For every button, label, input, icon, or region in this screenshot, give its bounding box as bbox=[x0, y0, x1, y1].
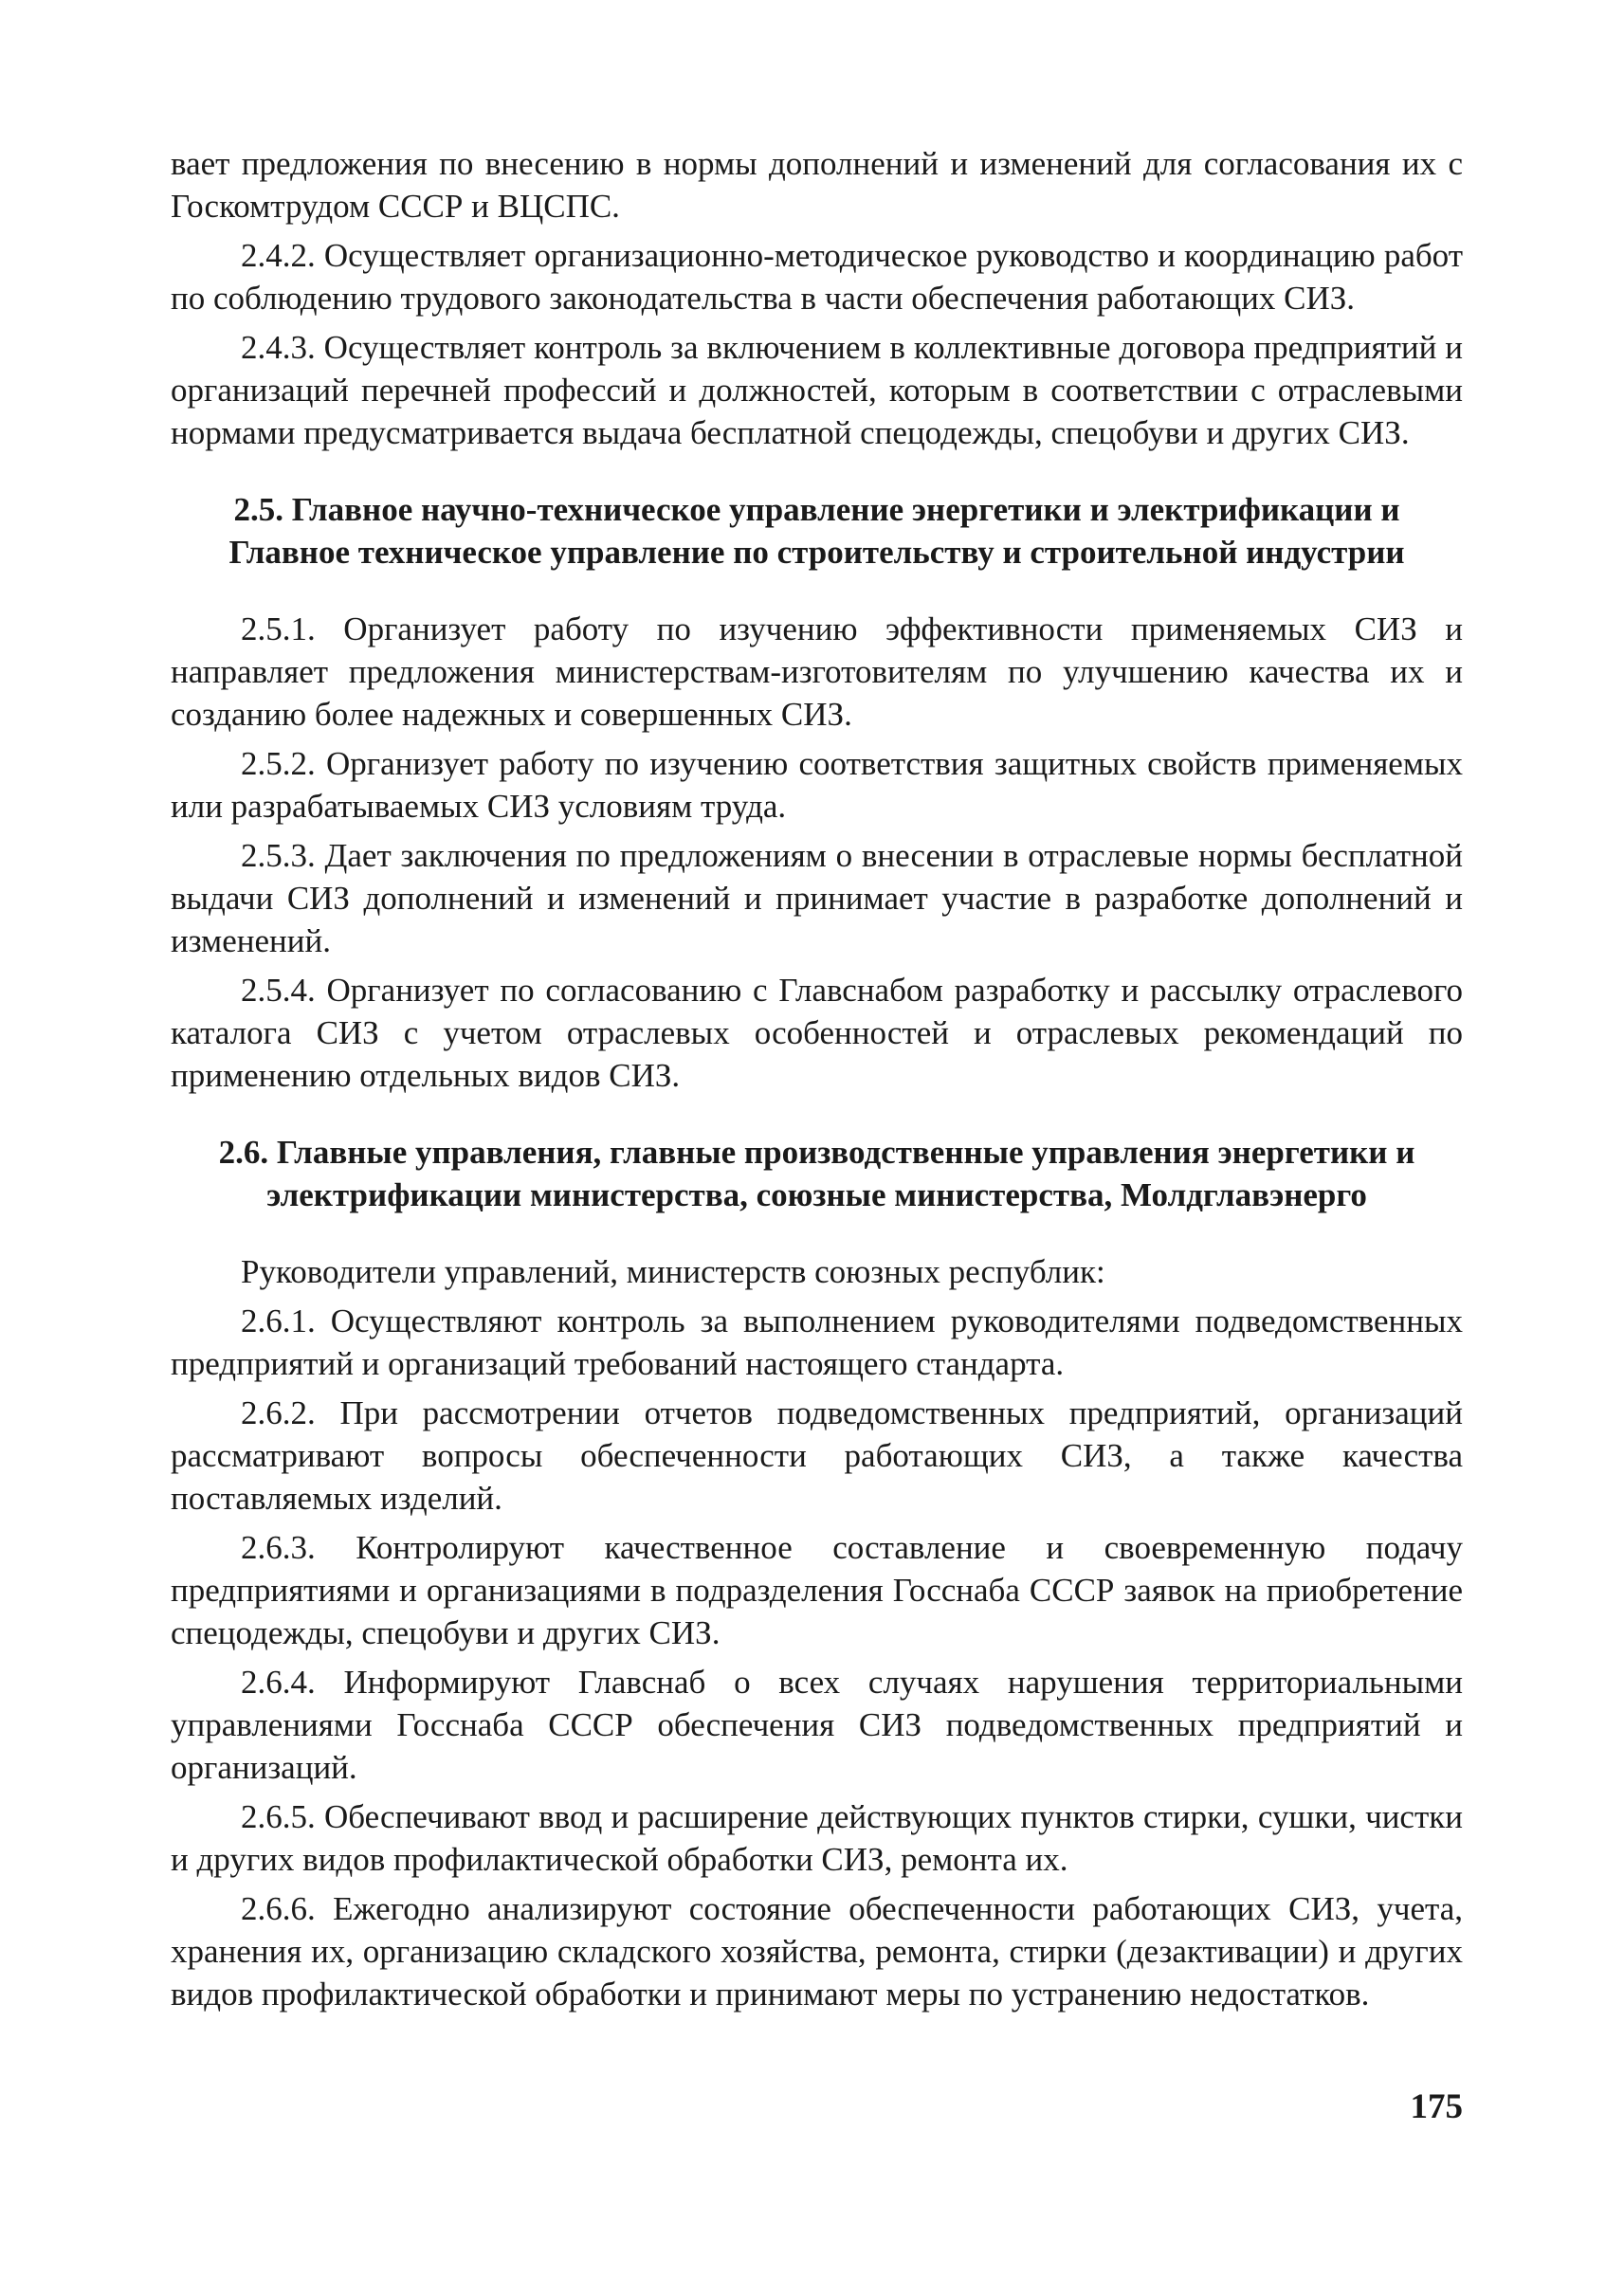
paragraph-2-6-1: 2.6.1. Осуществляют контроль за выполнением руководителями подведомственных предприятий и организаций требований настоящего стандарта. bbox=[171, 1302, 1463, 1382]
paragraph-2-6-5: 2.6.5. Обеспечивают ввод и расширение действующих пунктов стирки, сушки, чистки и других видов профилактической обработки СИЗ, ремонта их. bbox=[171, 1798, 1463, 1878]
paragraph-2-5-4: 2.5.4. Организует по согласованию с Главснабом разработку и рассылку отраслевого каталога СИЗ с учетом отраслевых особенностей и отраслевых рекомендаций по применению отдельных видов СИЗ. bbox=[171, 972, 1463, 1094]
paragraph-2-5-2: 2.5.2. Организует работу по изучению соответствия защитных свойств применяемых или разрабатываемых СИЗ условиям труда. bbox=[171, 745, 1463, 825]
section-heading-2-5: 2.5. Главное научно-техническое управление энергетики и электрификации и Главное техническое управление по строительству и строительной индустрии bbox=[228, 491, 1405, 571]
paragraph-2-5-1: 2.5.1. Организует работу по изучению эффективности применяемых СИЗ и направляет предложения министерствам-изготовителям по улучшению качества их и созданию более надежных и совершенных СИЗ. bbox=[171, 610, 1463, 733]
paragraph-2-6-3: 2.6.3. Контролируют качественное составление и своевременную подачу предприятиями и организациями в подразделения Госснаба СССР заявок на приобретение спецодежды, спецобуви и других СИЗ. bbox=[171, 1529, 1463, 1651]
paragraph-2-4-2: 2.4.2. Осуществляет организационно-методическое руководство и координацию работ по соблюдению трудового законодательства в части обеспечения работающих СИЗ. bbox=[171, 237, 1463, 317]
paragraph-2-5-3: 2.5.3. Дает заключения по предложениям о внесении в отраслевые нормы бесплатной выдачи СИЗ дополнений и изменений и принимает участие в разработке дополнений и изменений. bbox=[171, 837, 1463, 959]
paragraph-2-6-2: 2.6.2. При рассмотрении отчетов подведомственных предприятий, организаций рассматривают вопросы обеспеченности работающих СИЗ, а также качества поставляемых изделий. bbox=[171, 1394, 1463, 1517]
paragraph-2-6-6: 2.6.6. Ежегодно анализируют состояние обеспеченности работающих СИЗ, учета, хранения их, организацию складского хозяйства, ремонта, стирки (дезактивации) и других видов профилактической обработки и принимают меры по устранению недостатков. bbox=[171, 1890, 1463, 2013]
paragraph-continuation: вает предложения по внесению в нормы дополнений и изменений для согласования их с Госкомтрудом СССР и ВЦСПС. bbox=[171, 145, 1463, 225]
section-heading-2-6: 2.6. Главные управления, главные производственные управления энергетики и электрификации министерства, союзные министерства, Молдглавэнерго bbox=[218, 1134, 1415, 1213]
paragraph-2-4-3: 2.4.3. Осуществляет контроль за включением в коллективные договора предприятий и организаций перечней профессий и должностей, которым в соответствии с отраслевыми нормами предусматривается выдача бесплатной спецодежды, спецобуви и других СИЗ. bbox=[171, 329, 1463, 451]
section-2-6-intro: Руководители управлений, министерств союзных республик: bbox=[241, 1253, 1105, 1290]
paragraph-2-6-4: 2.6.4. Информируют Главснаб о всех случаях нарушения территориальными управлениями Госснаба СССР обеспечения СИЗ подведомственных предприятий и организаций. bbox=[171, 1664, 1463, 1786]
page-number: 175 bbox=[1410, 2087, 1463, 2126]
